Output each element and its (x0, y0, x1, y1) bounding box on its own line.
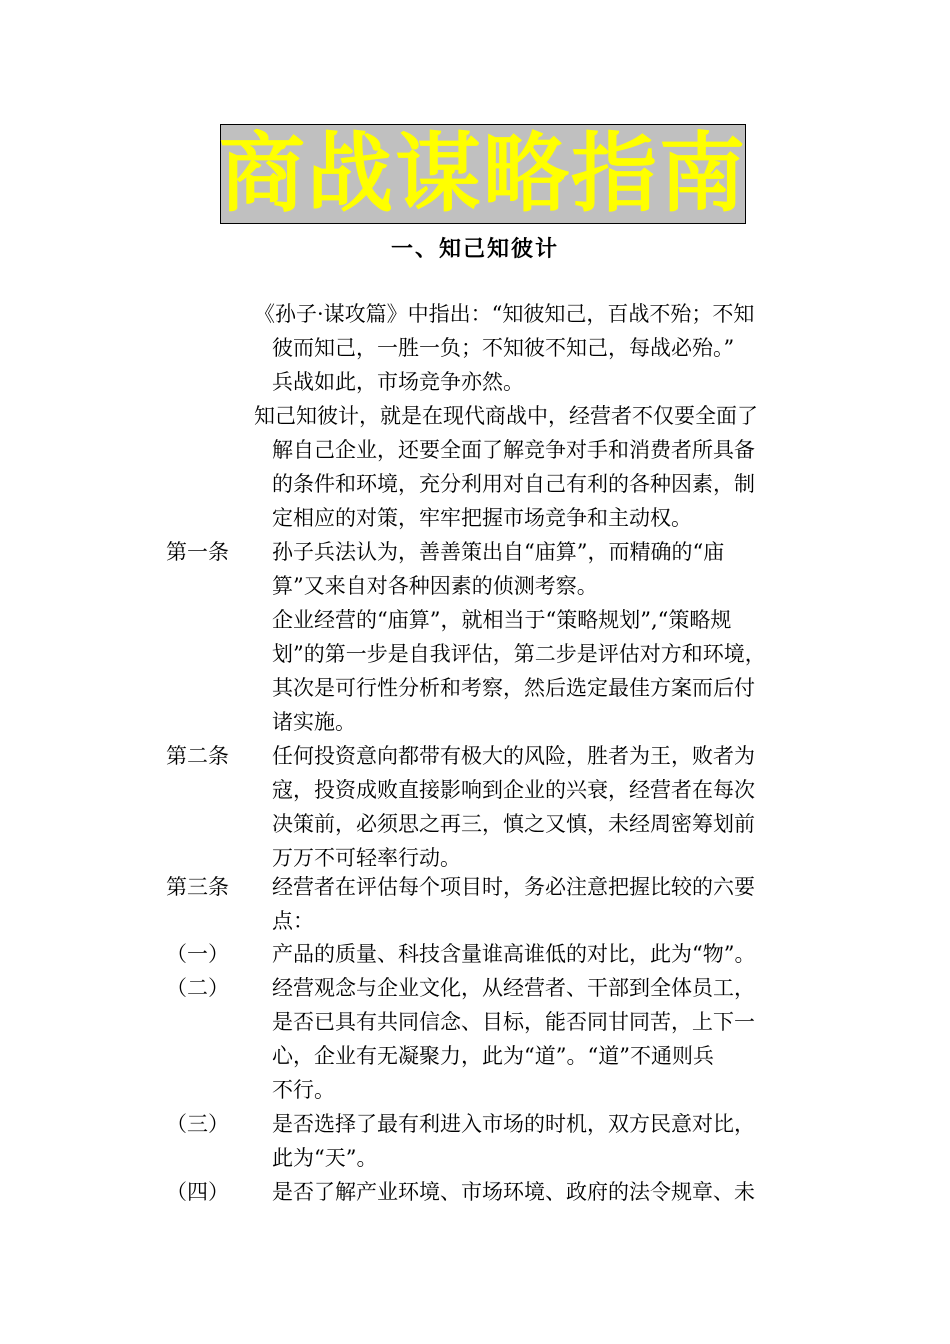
item-label: （二） (166, 976, 229, 1000)
article-line: 孙子兵法认为，善善策出自“庙算”，而精确的“庙 (272, 540, 725, 564)
article-line: 万万不可轻率行动。 (272, 846, 461, 870)
article-line: 任何投资意向都带有极大的风险，胜者为王，败者为 (272, 744, 755, 768)
article-line: 其次是可行性分析和考察，然后选定最佳方案而后付 (272, 676, 755, 700)
article-line: 划”的第一步是自我评估，第二步是评估对方和环境， (272, 642, 766, 666)
item-line: 是否已具有共同信念、目标，能否同甘同苦，上下一 (272, 1010, 755, 1034)
document-title: 商战谋略指南 (219, 124, 747, 224)
article-label: 第三条 (166, 875, 229, 899)
item-line: 心，企业有无凝聚力，此为“道”。“道”不通则兵 (272, 1044, 714, 1068)
intro-line: 彼而知己，一胜一负；不知彼不知己，每战必殆。” (272, 336, 735, 360)
item-line: 此为“天”。 (272, 1146, 378, 1170)
intro-line: 《孙子·谋攻篇》中指出：“知彼知己，百战不殆；不知 (254, 302, 755, 326)
article-line: 算”又来自对各种因素的侦测考察。 (272, 574, 598, 598)
section-heading: 一、知己知彼计 (390, 236, 559, 262)
article-line: 决策前，必须思之再三，慎之又慎，未经周密筹划前 (272, 812, 755, 836)
item-label: （一） (166, 942, 229, 966)
item-label: （三） (166, 1112, 229, 1136)
intro-line: 的条件和环境，充分利用对自己有利的各种因素，制 (272, 472, 755, 496)
item-line: 产品的质量、科技含量谁高谁低的对比，此为“物”。 (272, 942, 756, 966)
title-banner (220, 124, 746, 224)
item-line: 是否选择了最有利进入市场的时机，双方民意对比， (272, 1112, 755, 1136)
item-line: 不行。 (272, 1078, 335, 1102)
intro-line: 解自己企业，还要全面了解竞争对手和消费者所具备 (272, 438, 755, 462)
item-line: 经营观念与企业文化，从经营者、干部到全体员工， (272, 976, 755, 1000)
article-line: 企业经营的“庙算”，就相当于“策略规划”,“策略规 (272, 608, 732, 632)
intro-line: 定相应的对策，牢牢把握市场竞争和主动权。 (272, 506, 692, 530)
article-line: 点： (272, 909, 314, 933)
item-line: 是否了解产业环境、市场环境、政府的法令规章、未 (272, 1180, 755, 1204)
article-label: 第一条 (166, 540, 229, 564)
intro-line: 兵战如此，市场竞争亦然。 (272, 370, 524, 394)
article-line: 经营者在评估每个项目时，务必注意把握比较的六要 (272, 875, 755, 899)
article-line: 诸实施。 (272, 710, 356, 734)
item-label: （四） (166, 1180, 229, 1204)
intro-line: 知己知彼计，就是在现代商战中，经营者不仅要全面了 (254, 404, 758, 428)
article-label: 第二条 (166, 744, 229, 768)
article-line: 寇，投资成败直接影响到企业的兴衰，经营者在每次 (272, 778, 755, 802)
